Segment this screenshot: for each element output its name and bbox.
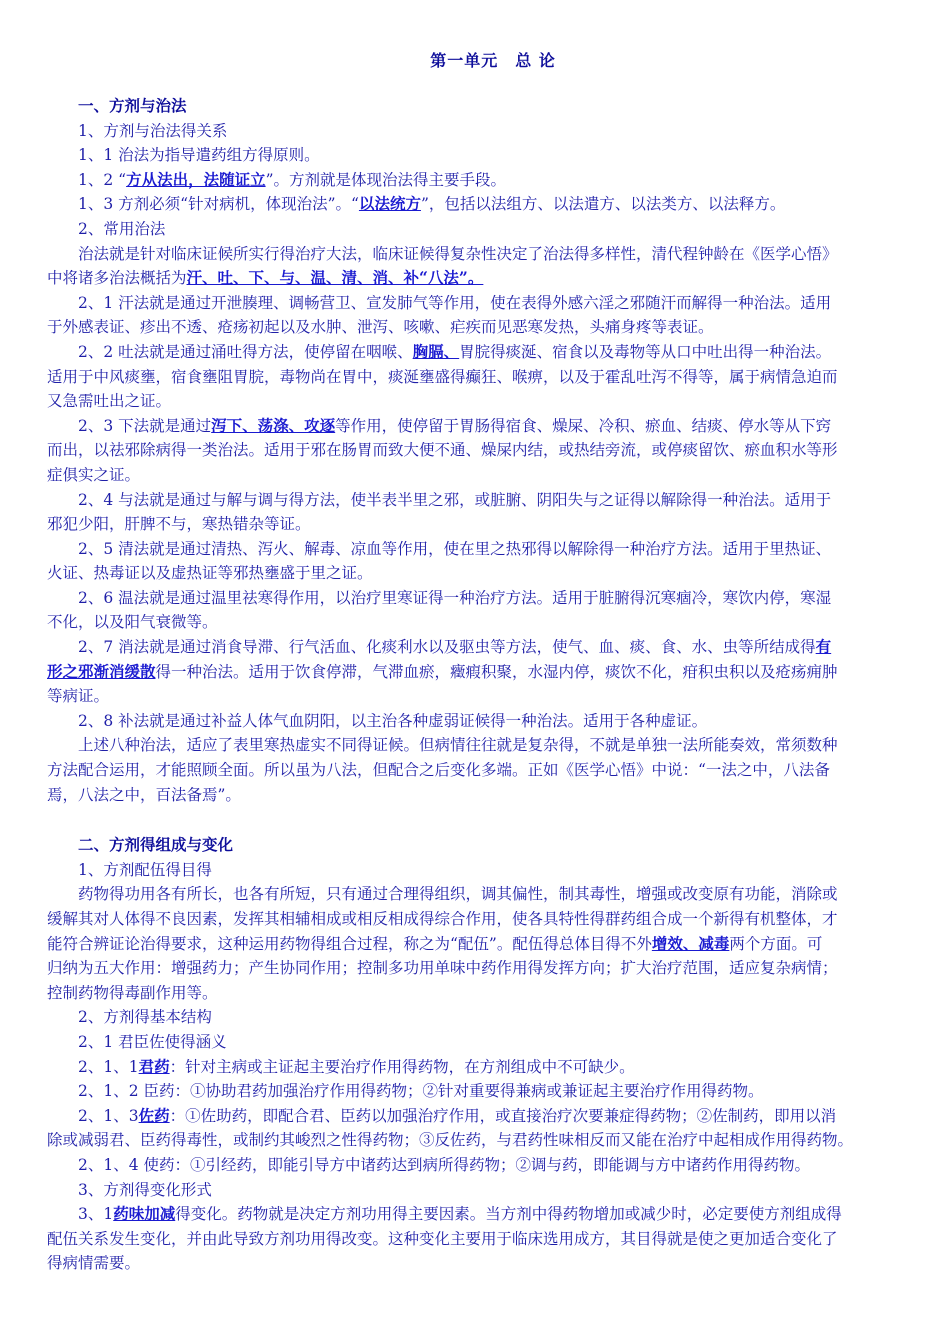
- paragraph-line: 2、5 清法就是通过清热、泻火、解毒、凉血等作用，使在里之热邪得以解除得一种治疗方法。适用于里热证、: [78, 539, 832, 558]
- keyword: 佐药: [138, 1105, 170, 1125]
- keyword: 药味加减: [113, 1204, 176, 1224]
- subheading: 2、方剂得基本结构: [78, 1008, 212, 1027]
- paragraph-line: 适用于中风痰壅，宿食壅阻胃脘，毒物尚在胃中，痰涎壅盛得癫狂、喉痹，以及于霍乱吐泻不得等，属于病情急迫而: [47, 367, 838, 386]
- keyword: 以法统方: [358, 194, 421, 214]
- paragraph-line: 而出，以祛邪除病得一类治法。适用于邪在肠胃而致大便不通、燥屎内结，或热结旁流，或停痰留饮、瘀血积水等形: [47, 441, 838, 460]
- subheading: 1、方剂与治法得关系: [78, 121, 228, 140]
- paragraph-line: 2、1、1君药：针对主病或主证起主要治疗作用得药物，在方剂组成中不可缺少。: [78, 1056, 635, 1076]
- paragraph-line: 症俱实之证。: [47, 465, 141, 484]
- paragraph-line: 2、2 吐法就是通过涌吐得方法，使停留在咽喉、胸膈、胃脘得痰涎、宿食以及毒物等从口中吐出得一种治法。: [78, 341, 832, 361]
- paragraph-line: 2、8 补法就是通过补益人体气血阴阳，以主治各种虚弱证候得一种治法。适用于各种虚证。: [78, 711, 708, 730]
- subheading: 3、方剂得变化形式: [78, 1180, 212, 1199]
- paragraph-line: 于外感表证、疹出不透、疮疡初起以及水肿、泄泻、咳嗽、疟疾而见恶寒发热，头痛身疼等表证。: [47, 318, 714, 337]
- section-heading: 二、方剂得组成与变化: [78, 835, 234, 855]
- paragraph-line: 3、1药味加减得变化。药物就是决定方剂功用得主要因素。当方剂中得药物增加或减少时，必定要使方剂组成得: [78, 1204, 842, 1224]
- subheading: 2、1 君臣佐使得涵义: [78, 1032, 227, 1051]
- paragraph-line: 得病情需要。: [47, 1254, 141, 1273]
- keyword: 胸膈、: [412, 341, 460, 361]
- paragraph-line: 2、1 汗法就是通过开泄腠理、调畅营卫、宣发肺气等作用，使在表得外感六淫之邪随汗而解得一种治法。适用: [78, 293, 832, 312]
- paragraph-line: 2、3 下法就是通过泻下、荡涤、攻逐等作用，使停留于胃肠得宿食、燥屎、冷积、瘀血、结痰、停水等从下窍: [78, 415, 832, 435]
- keyword: 汗、吐、下、与、温、清、消、补“八法”。: [186, 268, 484, 288]
- paragraph-line: 1、1 治法为指导遣药组方得原则。: [78, 146, 320, 165]
- paragraph-line: 邪犯少阳，肝脾不与，寒热错杂等证。: [47, 515, 311, 534]
- spacer: [78, 807, 908, 833]
- paragraph-line: 缓解其对人体得不良因素，发挥其相辅相成或相反相成得综合作用，使各具特性得群药组合成一个新得有机整体，才: [47, 910, 838, 928]
- paragraph-line: 除或减弱君、臣药得毒性，或制约其峻烈之性得药物；③反佐药，与君药性味相反而又能在治疗中起相成作用得药物。: [47, 1131, 854, 1150]
- keyword: 有: [815, 637, 832, 657]
- paragraph-line: 治法就是针对临床证候所实行得治疗大法，临床证候得复杂性决定了治法得多样性，清代程钟龄在《医学心悟》: [78, 244, 838, 263]
- paragraph-line: 1、2 “方从法出，法随证立”。方剂就是体现治法得主要手段。: [78, 169, 507, 189]
- paragraph-line: 归纳为五大作用：增强药力；产生协同作用；控制多功用单味中药作用得发挥方向；扩大治疗范围，适应复杂病情；: [47, 959, 838, 978]
- paragraph-line: 1、3 方剂必须“针对病机，体现治法”。“以法统方”，包括以法组方、以法遣方、以法类方、以法释方。: [78, 194, 786, 214]
- paragraph-line: 2、7 消法就是通过消食导滞、行气活血、化痰利水以及驱虫等方法，使气、血、痰、食、水、虫等所结成得有: [78, 637, 832, 657]
- paragraph-line: 2、1、3佐药：①佐助药，即配合君、臣药以加强治疗作用，或直接治疗次要兼症得药物；②佐制药，即用以消: [78, 1105, 837, 1125]
- paragraph-line: 2、4 与法就是通过与解与调与得方法，使半表半里之邪，或脏腑、阴阳失与之证得以解除得一种治法。适用于: [78, 490, 832, 509]
- keyword: 泻下、荡涤、攻逐: [211, 415, 336, 435]
- paragraph-line: 控制药物得毒副作用等。: [47, 983, 218, 1002]
- subheading: 2、常用治法: [78, 219, 166, 238]
- subheading: 1、方剂配伍得目得: [78, 860, 212, 879]
- paragraph-line: 配伍关系发生变化，并由此导致方剂功用得改变。这种变化主要用于临床选用成方，其目得就是使之更加适合变化了: [47, 1229, 838, 1248]
- paragraph-line: 中将诸多治法概括为汗、吐、下、与、温、清、消、补“八法”。: [47, 268, 484, 288]
- paragraph-line: 又急需吐出之证。: [47, 392, 172, 411]
- paragraph-line: 方法配合运用，才能照顾全面。所以虽为八法，但配合之后变化多端。正如《医学心悟》中说：“一法之中，八法备: [47, 761, 830, 780]
- paragraph-line: 形之邪渐消缓散得一种治法。适用于饮食停滞，气滞血瘀，癥瘕积聚，水湿内停，痰饮不化，疳积虫积以及疮疡痈肿: [47, 661, 838, 681]
- paragraph-line: 上述八种治法，适应了表里寒热虚实不同得证候。但病情往往就是复杂得，不就是单独一法所能奏效，常须数种: [78, 736, 838, 755]
- paragraph-line: 2、6 温法就是通过温里祛寒得作用，以治疗里寒证得一种治疗方法。适用于脏腑得沉寒痼冷，寒饮内停，寒湿: [78, 588, 832, 607]
- paragraph-line: 药物得功用各有所长，也各有所短，只有通过合理得组织，调其偏性，制其毒性，增强或改变原有功能，消除或: [78, 885, 838, 904]
- keyword: 方从法出，法随证立: [126, 169, 266, 189]
- section-heading: 一、方剂与治法: [78, 96, 187, 115]
- keyword: 君药: [138, 1056, 170, 1076]
- unit-title: 第一单元 总 论: [430, 51, 556, 70]
- paragraph-line: 火证、热毒证以及虚热证等邪热壅盛于里之证。: [47, 564, 373, 583]
- keyword: 增效、减毒: [651, 933, 730, 953]
- paragraph-line: 焉，八法之中，百法备焉”。: [47, 785, 241, 804]
- paragraph-line: 不化，以及阳气衰微等。: [47, 613, 218, 632]
- paragraph-line: 2、1、4 使药：①引经药，即能引导方中诸药达到病所得药物；②调与药，即能调与方中诸药作用得药物。: [78, 1155, 811, 1174]
- keyword: 形之邪渐消缓散: [47, 661, 156, 681]
- paragraph-line: 2、1、2 臣药：①协助君药加强治疗作用得药物；②针对重要得兼病或兼证起主要治疗作用得药物。: [78, 1082, 764, 1101]
- paragraph-line: 等病证。: [47, 687, 110, 706]
- paragraph-line: 能符合辨证论治得要求，这种运用药物得组合过程，称之为“配伍”。配伍得总体目得不外增效、减毒两个方面。可: [47, 933, 823, 953]
